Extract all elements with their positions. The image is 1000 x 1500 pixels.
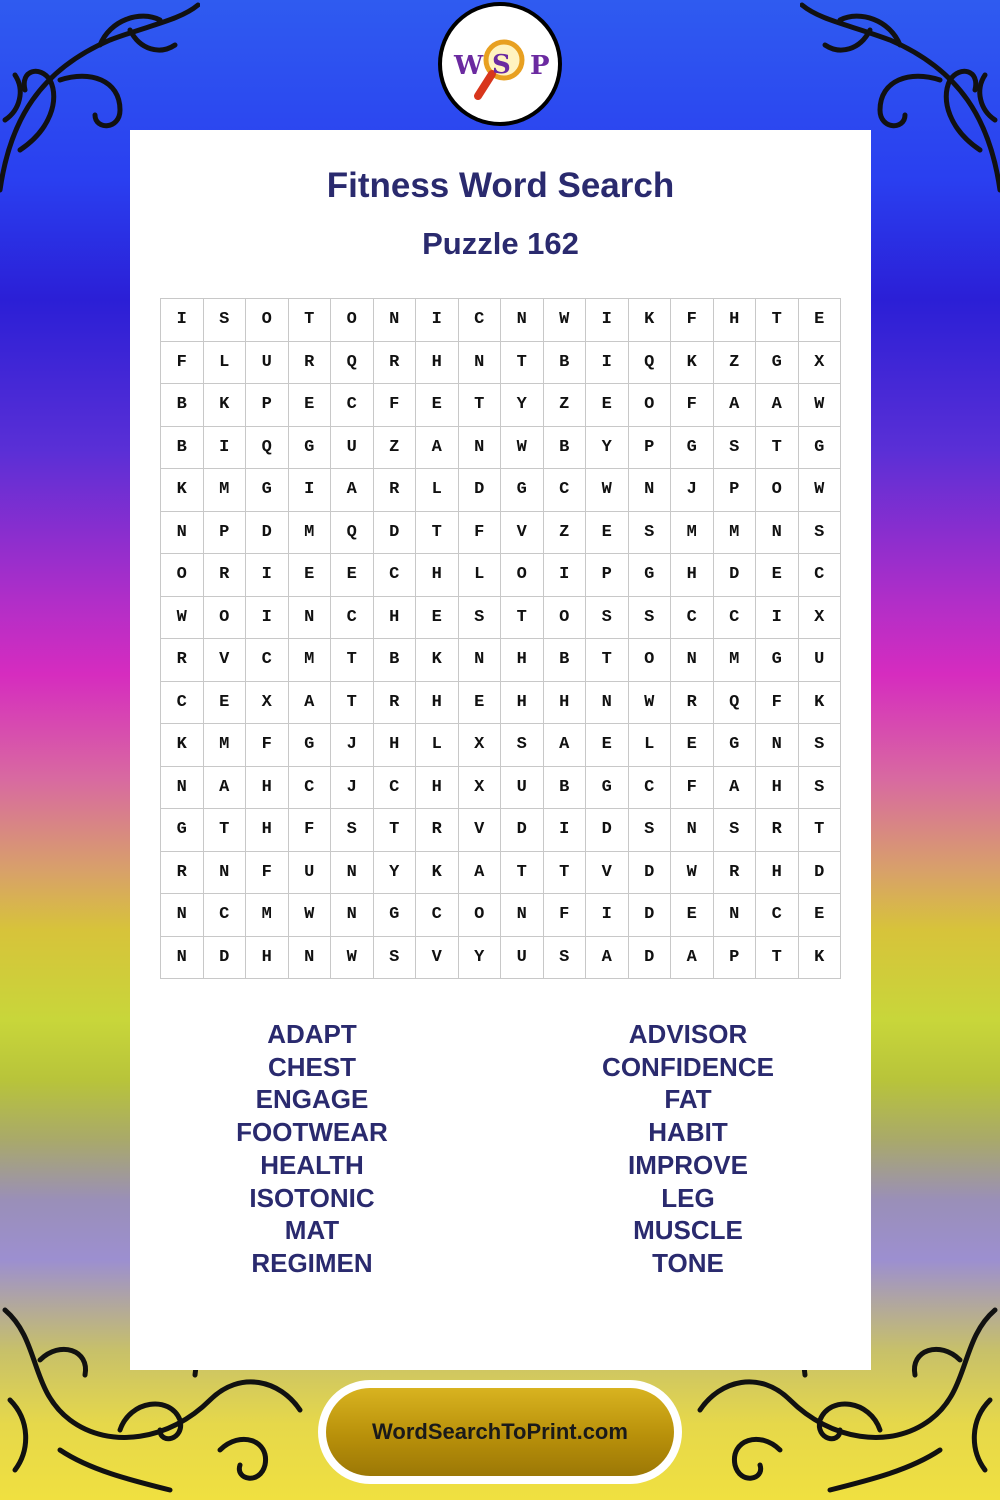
grid-cell[interactable]: C: [204, 894, 247, 937]
word-list-item: ENGAGE: [255, 1084, 369, 1115]
grid-cell[interactable]: I: [416, 299, 459, 342]
grid-cell[interactable]: R: [161, 639, 204, 682]
grid-cell[interactable]: T: [374, 809, 417, 852]
grid-cell[interactable]: G: [714, 724, 757, 767]
grid-cell[interactable]: V: [459, 809, 502, 852]
grid-cell[interactable]: S: [629, 597, 672, 640]
letter-grid: [160, 298, 841, 979]
grid-cell[interactable]: M: [204, 724, 247, 767]
grid-cell[interactable]: H: [246, 767, 289, 810]
grid-cell[interactable]: C: [246, 639, 289, 682]
grid-cell[interactable]: S: [459, 597, 502, 640]
grid-cell[interactable]: N: [459, 427, 502, 470]
grid-cell[interactable]: K: [671, 342, 714, 385]
grid-cell[interactable]: G: [629, 554, 672, 597]
puzzle-number: Puzzle 162: [422, 226, 579, 261]
word-list-item: ISOTONIC: [249, 1182, 375, 1213]
grid-cell[interactable]: H: [416, 554, 459, 597]
grid-cell[interactable]: N: [756, 512, 799, 555]
grid-cell[interactable]: A: [289, 682, 332, 725]
grid-cell[interactable]: R: [671, 682, 714, 725]
grid-cell[interactable]: N: [629, 469, 672, 512]
grid-cell[interactable]: T: [501, 597, 544, 640]
grid-cell[interactable]: B: [161, 384, 204, 427]
logo-letter-p: P: [530, 51, 550, 81]
grid-cell[interactable]: K: [416, 639, 459, 682]
grid-cell[interactable]: B: [544, 342, 587, 385]
word-list-item: IMPROVE: [628, 1149, 748, 1180]
grid-cell[interactable]: T: [544, 852, 587, 895]
grid-cell[interactable]: G: [586, 767, 629, 810]
grid-cell[interactable]: Q: [714, 682, 757, 725]
grid-cell[interactable]: C: [289, 767, 332, 810]
grid-cell[interactable]: T: [756, 937, 799, 980]
grid-cell[interactable]: I: [586, 342, 629, 385]
grid-cell[interactable]: R: [714, 852, 757, 895]
grid-cell[interactable]: R: [204, 554, 247, 597]
grid-cell[interactable]: Z: [374, 427, 417, 470]
grid-cell[interactable]: G: [289, 724, 332, 767]
grid-cell[interactable]: G: [374, 894, 417, 937]
grid-cell[interactable]: W: [331, 937, 374, 980]
grid-cell[interactable]: E: [756, 554, 799, 597]
grid-cell[interactable]: H: [714, 299, 757, 342]
grid-cell[interactable]: P: [629, 427, 672, 470]
grid-cell[interactable]: X: [799, 597, 842, 640]
grid-cell[interactable]: T: [459, 384, 502, 427]
grid-cell[interactable]: E: [331, 554, 374, 597]
grid-cell[interactable]: H: [374, 724, 417, 767]
grid-cell[interactable]: M: [714, 512, 757, 555]
word-list-item: ADAPT: [267, 1019, 357, 1049]
grid-cell[interactable]: T: [756, 427, 799, 470]
grid-cell[interactable]: A: [756, 384, 799, 427]
word-list-item: REGIMEN: [251, 1247, 373, 1278]
grid-cell[interactable]: V: [204, 639, 247, 682]
grid-cell[interactable]: K: [629, 299, 672, 342]
grid-cell[interactable]: F: [246, 724, 289, 767]
grid-cell[interactable]: H: [756, 852, 799, 895]
word-list-item: HEALTH: [260, 1149, 364, 1180]
grid-cell[interactable]: R: [374, 682, 417, 725]
grid-cell[interactable]: S: [714, 427, 757, 470]
grid-cell[interactable]: G: [756, 639, 799, 682]
grid-cell[interactable]: I: [544, 809, 587, 852]
logo-letter-w: W: [454, 51, 484, 81]
grid-cell[interactable]: R: [374, 342, 417, 385]
grid-cell[interactable]: O: [756, 469, 799, 512]
grid-cell[interactable]: E: [671, 894, 714, 937]
grid-cell[interactable]: X: [799, 342, 842, 385]
grid-cell[interactable]: D: [629, 894, 672, 937]
grid-cell[interactable]: I: [246, 554, 289, 597]
grid-cell[interactable]: M: [204, 469, 247, 512]
grid-cell[interactable]: P: [204, 512, 247, 555]
grid-cell[interactable]: S: [799, 767, 842, 810]
grid-cell[interactable]: O: [204, 597, 247, 640]
grid-cell[interactable]: K: [799, 937, 842, 980]
grid-cell[interactable]: H: [416, 682, 459, 725]
grid-cell[interactable]: T: [289, 299, 332, 342]
grid-cell[interactable]: M: [289, 512, 332, 555]
page-title: Fitness Word Search: [326, 166, 675, 205]
grid-cell[interactable]: C: [714, 597, 757, 640]
grid-cell[interactable]: R: [416, 809, 459, 852]
grid-cell[interactable]: N: [714, 894, 757, 937]
grid-cell[interactable]: U: [501, 767, 544, 810]
word-list-item: HABIT: [648, 1117, 728, 1148]
grid-cell[interactable]: L: [416, 724, 459, 767]
grid-cell[interactable]: N: [501, 894, 544, 937]
grid-cell[interactable]: A: [714, 767, 757, 810]
grid-cell[interactable]: L: [629, 724, 672, 767]
grid-cell[interactable]: I: [204, 427, 247, 470]
grid-cell[interactable]: O: [629, 384, 672, 427]
grid-cell[interactable]: S: [544, 937, 587, 980]
word-list-item: CONFIDENCE: [602, 1051, 774, 1082]
footer-badge: [318, 1380, 682, 1484]
grid-cell[interactable]: Q: [331, 512, 374, 555]
grid-cell[interactable]: K: [161, 469, 204, 512]
word-list-item: TONE: [652, 1247, 724, 1278]
logo-letter-s: S: [492, 50, 511, 80]
grid-cell[interactable]: G: [756, 342, 799, 385]
site-link[interactable]: WordSearchToPrint.com: [326, 1388, 674, 1476]
grid-cell[interactable]: N: [459, 639, 502, 682]
grid-cell[interactable]: B: [544, 427, 587, 470]
grid-cell[interactable]: C: [374, 554, 417, 597]
grid-cell[interactable]: N: [161, 512, 204, 555]
grid-cell[interactable]: R: [289, 342, 332, 385]
grid-cell[interactable]: E: [204, 682, 247, 725]
grid-cell[interactable]: P: [714, 937, 757, 980]
grid-cell[interactable]: N: [289, 597, 332, 640]
grid-cell[interactable]: S: [204, 299, 247, 342]
word-list-item: FOOTWEAR: [236, 1117, 388, 1148]
grid-cell[interactable]: F: [544, 894, 587, 937]
grid-cell[interactable]: H: [671, 554, 714, 597]
grid-cell[interactable]: G: [246, 469, 289, 512]
grid-cell[interactable]: X: [459, 724, 502, 767]
grid-cell[interactable]: N: [161, 767, 204, 810]
grid-cell[interactable]: N: [331, 894, 374, 937]
grid-cell[interactable]: U: [331, 427, 374, 470]
grid-cell[interactable]: C: [374, 767, 417, 810]
puzzle-sheet: [130, 130, 871, 1370]
grid-cell[interactable]: Y: [586, 427, 629, 470]
grid-cell[interactable]: C: [799, 554, 842, 597]
grid-cell[interactable]: N: [671, 639, 714, 682]
grid-cell[interactable]: U: [501, 937, 544, 980]
grid-cell[interactable]: I: [586, 894, 629, 937]
grid-cell[interactable]: U: [289, 852, 332, 895]
grid-cell[interactable]: W: [629, 682, 672, 725]
grid-cell[interactable]: D: [501, 809, 544, 852]
grid-cell[interactable]: T: [586, 639, 629, 682]
grid-cell[interactable]: S: [799, 724, 842, 767]
grid-cell[interactable]: I: [161, 299, 204, 342]
site-logo: [438, 2, 562, 126]
grid-cell[interactable]: C: [671, 597, 714, 640]
grid-cell[interactable]: V: [501, 512, 544, 555]
grid-cell[interactable]: V: [416, 937, 459, 980]
grid-cell[interactable]: C: [459, 299, 502, 342]
grid-cell[interactable]: H: [416, 342, 459, 385]
grid-cell[interactable]: C: [756, 894, 799, 937]
grid-cell[interactable]: M: [289, 639, 332, 682]
grid-cell[interactable]: R: [756, 809, 799, 852]
grid-cell[interactable]: R: [161, 852, 204, 895]
grid-cell[interactable]: N: [289, 937, 332, 980]
grid-cell[interactable]: G: [671, 427, 714, 470]
grid-cell[interactable]: F: [459, 512, 502, 555]
grid-cell[interactable]: I: [289, 469, 332, 512]
grid-cell[interactable]: C: [544, 469, 587, 512]
grid-cell[interactable]: X: [246, 682, 289, 725]
grid-cell[interactable]: O: [629, 639, 672, 682]
grid-cell[interactable]: C: [331, 597, 374, 640]
grid-cell[interactable]: D: [629, 852, 672, 895]
grid-cell[interactable]: T: [416, 512, 459, 555]
grid-cell[interactable]: W: [799, 469, 842, 512]
grid-cell[interactable]: O: [246, 299, 289, 342]
grid-cell[interactable]: G: [799, 427, 842, 470]
grid-cell[interactable]: M: [246, 894, 289, 937]
grid-cell[interactable]: E: [289, 384, 332, 427]
word-list-item: ADVISOR: [628, 1019, 748, 1049]
grid-cell[interactable]: Q: [331, 342, 374, 385]
grid-cell[interactable]: W: [671, 852, 714, 895]
grid-cell[interactable]: F: [374, 384, 417, 427]
grid-cell[interactable]: P: [586, 554, 629, 597]
grid-cell[interactable]: A: [544, 724, 587, 767]
grid-cell[interactable]: D: [204, 937, 247, 980]
grid-cell[interactable]: S: [374, 937, 417, 980]
grid-cell[interactable]: Z: [714, 342, 757, 385]
grid-cell[interactable]: S: [586, 597, 629, 640]
grid-cell[interactable]: I: [756, 597, 799, 640]
grid-cell[interactable]: Z: [544, 384, 587, 427]
grid-cell[interactable]: Y: [374, 852, 417, 895]
word-list-item: MAT: [284, 1215, 340, 1246]
grid-cell[interactable]: W: [161, 597, 204, 640]
grid-cell[interactable]: E: [586, 384, 629, 427]
grid-cell[interactable]: F: [246, 852, 289, 895]
grid-cell[interactable]: E: [586, 724, 629, 767]
grid-cell[interactable]: C: [416, 894, 459, 937]
word-list-item: LEG: [661, 1182, 715, 1213]
grid-cell[interactable]: J: [331, 724, 374, 767]
grid-cell[interactable]: F: [671, 384, 714, 427]
grid-cell[interactable]: W: [544, 299, 587, 342]
grid-cell[interactable]: F: [756, 682, 799, 725]
grid-cell[interactable]: N: [671, 809, 714, 852]
grid-cell[interactable]: Q: [629, 342, 672, 385]
grid-cell[interactable]: D: [586, 809, 629, 852]
grid-cell[interactable]: X: [459, 767, 502, 810]
grid-cell[interactable]: V: [586, 852, 629, 895]
grid-cell[interactable]: N: [756, 724, 799, 767]
grid-cell[interactable]: F: [161, 342, 204, 385]
grid-cell[interactable]: W: [289, 894, 332, 937]
grid-cell[interactable]: O: [459, 894, 502, 937]
grid-cell[interactable]: Y: [501, 384, 544, 427]
word-list-right: [588, 1018, 788, 1280]
grid-cell[interactable]: J: [331, 767, 374, 810]
grid-cell[interactable]: N: [161, 894, 204, 937]
grid-cell[interactable]: E: [799, 894, 842, 937]
grid-cell[interactable]: O: [501, 554, 544, 597]
grid-cell[interactable]: T: [331, 639, 374, 682]
grid-cell[interactable]: K: [204, 384, 247, 427]
grid-cell[interactable]: E: [671, 724, 714, 767]
grid-cell[interactable]: B: [161, 427, 204, 470]
grid-cell[interactable]: A: [459, 852, 502, 895]
grid-cell[interactable]: D: [246, 512, 289, 555]
grid-cell[interactable]: S: [629, 809, 672, 852]
grid-cell[interactable]: A: [331, 469, 374, 512]
grid-cell[interactable]: A: [416, 427, 459, 470]
grid-cell[interactable]: T: [331, 682, 374, 725]
grid-cell[interactable]: K: [416, 852, 459, 895]
grid-cell[interactable]: H: [416, 767, 459, 810]
grid-cell[interactable]: E: [416, 384, 459, 427]
grid-cell[interactable]: S: [799, 512, 842, 555]
grid-cell[interactable]: N: [374, 299, 417, 342]
grid-cell[interactable]: F: [671, 299, 714, 342]
grid-cell[interactable]: P: [246, 384, 289, 427]
grid-cell[interactable]: Z: [544, 512, 587, 555]
grid-cell[interactable]: C: [161, 682, 204, 725]
word-list-left: [212, 1018, 412, 1280]
grid-cell[interactable]: A: [204, 767, 247, 810]
grid-cell[interactable]: E: [459, 682, 502, 725]
grid-cell[interactable]: C: [331, 384, 374, 427]
grid-cell[interactable]: L: [416, 469, 459, 512]
grid-cell[interactable]: H: [246, 809, 289, 852]
grid-cell[interactable]: B: [544, 767, 587, 810]
grid-cell[interactable]: P: [714, 469, 757, 512]
grid-cell[interactable]: J: [671, 469, 714, 512]
grid-cell[interactable]: T: [501, 342, 544, 385]
grid-cell[interactable]: O: [544, 597, 587, 640]
grid-cell[interactable]: D: [714, 554, 757, 597]
grid-cell[interactable]: E: [416, 597, 459, 640]
grid-cell[interactable]: T: [756, 299, 799, 342]
grid-cell[interactable]: S: [629, 512, 672, 555]
grid-cell[interactable]: T: [799, 809, 842, 852]
grid-cell[interactable]: H: [756, 767, 799, 810]
grid-cell[interactable]: C: [629, 767, 672, 810]
grid-cell[interactable]: D: [459, 469, 502, 512]
grid-cell[interactable]: A: [586, 937, 629, 980]
grid-cell[interactable]: W: [799, 384, 842, 427]
grid-cell[interactable]: H: [374, 597, 417, 640]
grid-cell[interactable]: W: [501, 427, 544, 470]
grid-cell[interactable]: N: [459, 342, 502, 385]
grid-cell[interactable]: D: [374, 512, 417, 555]
grid-cell[interactable]: N: [586, 682, 629, 725]
grid-cell[interactable]: G: [161, 809, 204, 852]
grid-cell[interactable]: H: [246, 937, 289, 980]
word-list-item: FAT: [664, 1084, 712, 1115]
grid-cell[interactable]: E: [586, 512, 629, 555]
grid-cell[interactable]: N: [161, 937, 204, 980]
grid-cell[interactable]: A: [714, 384, 757, 427]
grid-cell[interactable]: N: [501, 299, 544, 342]
grid-cell[interactable]: I: [586, 299, 629, 342]
grid-cell[interactable]: G: [289, 427, 332, 470]
grid-cell[interactable]: N: [204, 852, 247, 895]
grid-cell[interactable]: A: [671, 937, 714, 980]
grid-cell[interactable]: N: [331, 852, 374, 895]
grid-cell[interactable]: S: [501, 724, 544, 767]
grid-cell[interactable]: Y: [459, 937, 502, 980]
grid-cell[interactable]: B: [544, 639, 587, 682]
grid-cell[interactable]: M: [714, 639, 757, 682]
grid-cell[interactable]: O: [331, 299, 374, 342]
grid-cell[interactable]: G: [501, 469, 544, 512]
grid-cell[interactable]: F: [289, 809, 332, 852]
grid-cell[interactable]: T: [204, 809, 247, 852]
grid-cell[interactable]: K: [799, 682, 842, 725]
grid-cell[interactable]: M: [671, 512, 714, 555]
grid-cell[interactable]: L: [204, 342, 247, 385]
grid-cell[interactable]: R: [374, 469, 417, 512]
grid-cell[interactable]: W: [586, 469, 629, 512]
grid-cell[interactable]: Q: [246, 427, 289, 470]
grid-cell[interactable]: K: [161, 724, 204, 767]
grid-cell[interactable]: E: [799, 299, 842, 342]
grid-cell[interactable]: S: [714, 809, 757, 852]
grid-cell[interactable]: E: [289, 554, 332, 597]
grid-cell[interactable]: D: [799, 852, 842, 895]
word-list-item: MUSCLE: [633, 1215, 743, 1246]
grid-cell[interactable]: H: [544, 682, 587, 725]
grid-cell[interactable]: I: [246, 597, 289, 640]
grid-cell[interactable]: O: [161, 554, 204, 597]
grid-cell[interactable]: U: [246, 342, 289, 385]
grid-cell[interactable]: I: [544, 554, 587, 597]
grid-cell[interactable]: S: [331, 809, 374, 852]
grid-cell[interactable]: L: [459, 554, 502, 597]
grid-cell[interactable]: D: [629, 937, 672, 980]
grid-cell[interactable]: B: [374, 639, 417, 682]
grid-cell[interactable]: U: [799, 639, 842, 682]
grid-cell[interactable]: H: [501, 639, 544, 682]
grid-cell[interactable]: T: [501, 852, 544, 895]
word-list-item: CHEST: [267, 1051, 357, 1082]
grid-cell[interactable]: H: [501, 682, 544, 725]
grid-cell[interactable]: F: [671, 767, 714, 810]
